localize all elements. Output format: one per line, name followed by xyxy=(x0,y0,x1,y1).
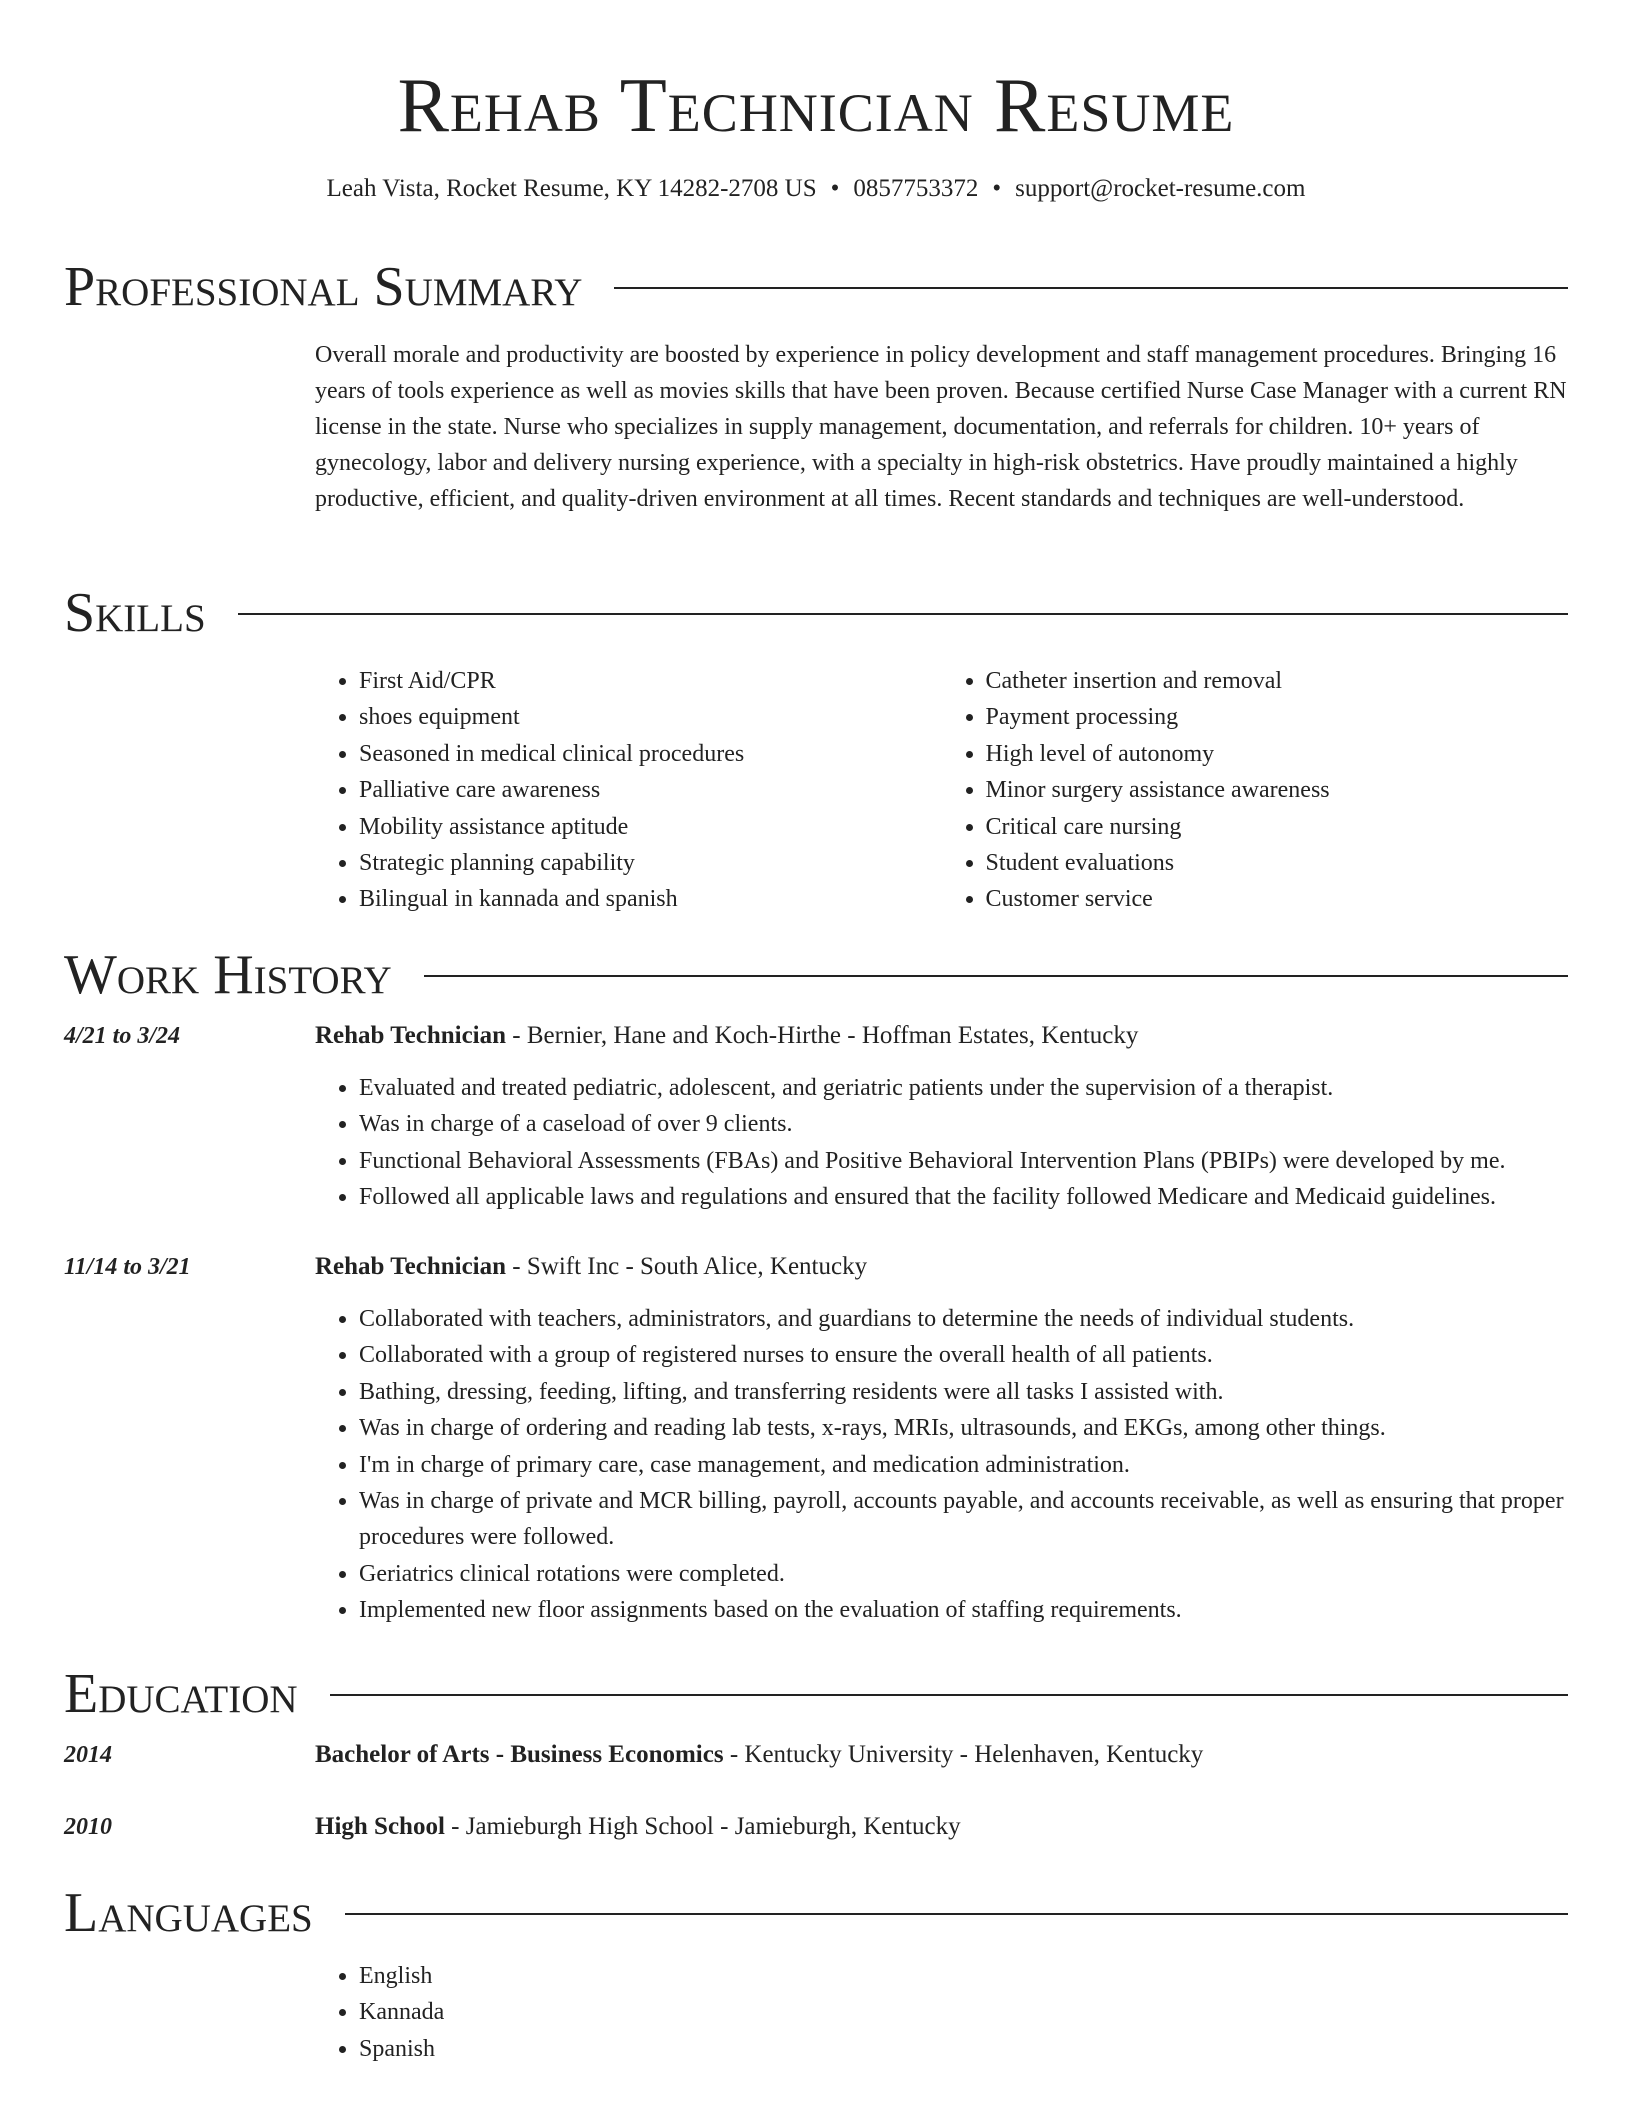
job-bullet: • Geriatrics clinical rotations were completed. xyxy=(359,1556,1568,1592)
contact-address: Leah Vista, Rocket Resume, KY 14282-2708 US xyxy=(326,175,817,202)
job-bullet: • I'm in charge of primary care, case management, and medication administration. xyxy=(359,1447,1568,1483)
contact-line xyxy=(64,173,1568,205)
language-item: • Spanish xyxy=(359,2031,1568,2067)
job-bullet: • Implemented new floor assignments based on the evaluation of staffing requirements. xyxy=(359,1592,1568,1628)
section-title: Education xyxy=(64,1663,298,1725)
job-details: - Bernier, Hane and Koch-Hirthe - Hoffman Estates, Kentucky xyxy=(506,1022,1139,1049)
section-divider xyxy=(238,613,1568,615)
skill-item: • Strategic planning capability xyxy=(359,845,942,881)
job-heading xyxy=(315,1249,1568,1285)
job-dates: 11/14 to 3/21 xyxy=(64,1254,191,1280)
job-bullet: • Was in charge of a caseload of over 9 clients. xyxy=(359,1106,1568,1142)
skill-item: • First Aid/CPR xyxy=(359,663,942,699)
job-dates: 4/21 to 3/24 xyxy=(64,1023,181,1049)
skill-item: • High level of autonomy xyxy=(986,736,1569,772)
job-details: - Swift Inc - South Alice, Kentucky xyxy=(506,1253,868,1280)
education-details: - Kentucky University - Helenhaven, Kentucky xyxy=(723,1741,1204,1768)
skill-item: • Payment processing xyxy=(986,699,1569,735)
job-title: Rehab Technician xyxy=(315,1022,507,1049)
education-year: 2010 xyxy=(64,1814,112,1840)
skill-item: • Seasoned in medical clinical procedures xyxy=(359,736,942,772)
job-bullet: • Was in charge of ordering and reading lab tests, x-rays, MRIs, ultrasounds, and EKGs, among other things. xyxy=(359,1410,1568,1446)
section-heading-languages xyxy=(64,1880,1568,1946)
skill-item: • Catheter insertion and removal xyxy=(986,663,1569,699)
job-bullet: • Bathing, dressing, feeding, lifting, and transferring residents were all tasks I assisted with. xyxy=(359,1374,1568,1410)
education-entry xyxy=(315,1809,1568,1845)
section-title: Professional Summary xyxy=(64,256,583,318)
job-bullet: • Followed all applicable laws and regulations and ensured that the facility followed Medicare and Medicaid guidelines. xyxy=(359,1179,1568,1215)
skill-item: • Customer service xyxy=(986,881,1569,917)
skill-item: • Minor surgery assistance awareness xyxy=(986,772,1569,808)
job-bullet: • Was in charge of private and MCR billing, payroll, accounts payable, and accounts receivable, as well as ensuring that proper procedures were followed. xyxy=(359,1483,1568,1556)
section-title: Skills xyxy=(64,582,206,644)
section-heading-skills xyxy=(64,580,1568,646)
skills-list-right xyxy=(942,663,1569,918)
education-year: 2014 xyxy=(64,1742,112,1768)
education-details: - Jamieburgh High School - Jamieburgh, Kentucky xyxy=(444,1813,961,1840)
section-title: Work History xyxy=(64,944,392,1006)
skills-list-left xyxy=(315,663,942,918)
skill-item: • Mobility assistance aptitude xyxy=(359,809,942,845)
job-entry xyxy=(315,1249,1568,1629)
education-entry xyxy=(315,1737,1568,1773)
job-bullets xyxy=(315,1070,1568,1216)
job-bullet: • Functional Behavioral Assessments (FBAs) and Positive Behavioral Intervention Plans (PBIPs) were developed by me. xyxy=(359,1143,1568,1179)
languages-body xyxy=(315,1958,1568,2067)
education-degree: Bachelor of Arts - Business Economics xyxy=(315,1741,724,1768)
summary-body xyxy=(315,337,1568,517)
section-divider xyxy=(614,287,1568,289)
section-title: Languages xyxy=(64,1882,313,1944)
section-heading-summary xyxy=(64,254,1568,320)
skill-item: • Bilingual in kannada and spanish xyxy=(359,881,942,917)
section-divider xyxy=(330,1694,1568,1696)
job-bullets xyxy=(315,1301,1568,1629)
resume-title: Rehab Technician Resume xyxy=(397,62,1235,148)
contact-separator: • xyxy=(992,175,1002,202)
job-heading xyxy=(315,1018,1568,1054)
skill-item: • Palliative care awareness xyxy=(359,772,942,808)
summary-text: Overall morale and productivity are boosted by experience in policy development and staff management procedures. Bringing 16 years of tools experience as well as movies skills that have been proven. Because certified Nurse Case Manager with a current RN license in the state. Nurse who specializes in supply management, documentation, and referrals for children. 10+ years of gynecology, labor and delivery nursing experience, with a specialty in high-risk obstetrics. Have proudly maintained a highly productive, efficient, and quality-driven environment at all times. Recent standards and techniques are well-understood. xyxy=(315,342,1567,512)
languages-list xyxy=(315,1958,1568,2067)
job-entry xyxy=(315,1018,1568,1216)
section-divider xyxy=(424,975,1568,977)
contact-phone: 0857753372 xyxy=(853,175,979,202)
education-degree: High School xyxy=(315,1813,445,1840)
job-bullet: • Collaborated with teachers, administrators, and guardians to determine the needs of individual students. xyxy=(359,1301,1568,1337)
job-title: Rehab Technician xyxy=(315,1253,507,1280)
section-heading-education xyxy=(64,1661,1568,1727)
language-item: • Kannada xyxy=(359,1994,1568,2030)
skills-body xyxy=(315,663,1568,918)
contact-email: support@rocket-resume.com xyxy=(1015,175,1306,202)
language-item: • English xyxy=(359,1958,1568,1994)
contact-separator: • xyxy=(830,175,840,202)
skill-item: • shoes equipment xyxy=(359,699,942,735)
section-heading-work xyxy=(64,942,1568,1008)
skill-item: • Critical care nursing xyxy=(986,809,1569,845)
job-bullet: • Collaborated with a group of registered nurses to ensure the overall health of all patients. xyxy=(359,1337,1568,1373)
job-bullet: • Evaluated and treated pediatric, adolescent, and geriatric patients under the supervision of a therapist. xyxy=(359,1070,1568,1106)
section-divider xyxy=(345,1913,1568,1915)
skill-item: • Student evaluations xyxy=(986,845,1569,881)
